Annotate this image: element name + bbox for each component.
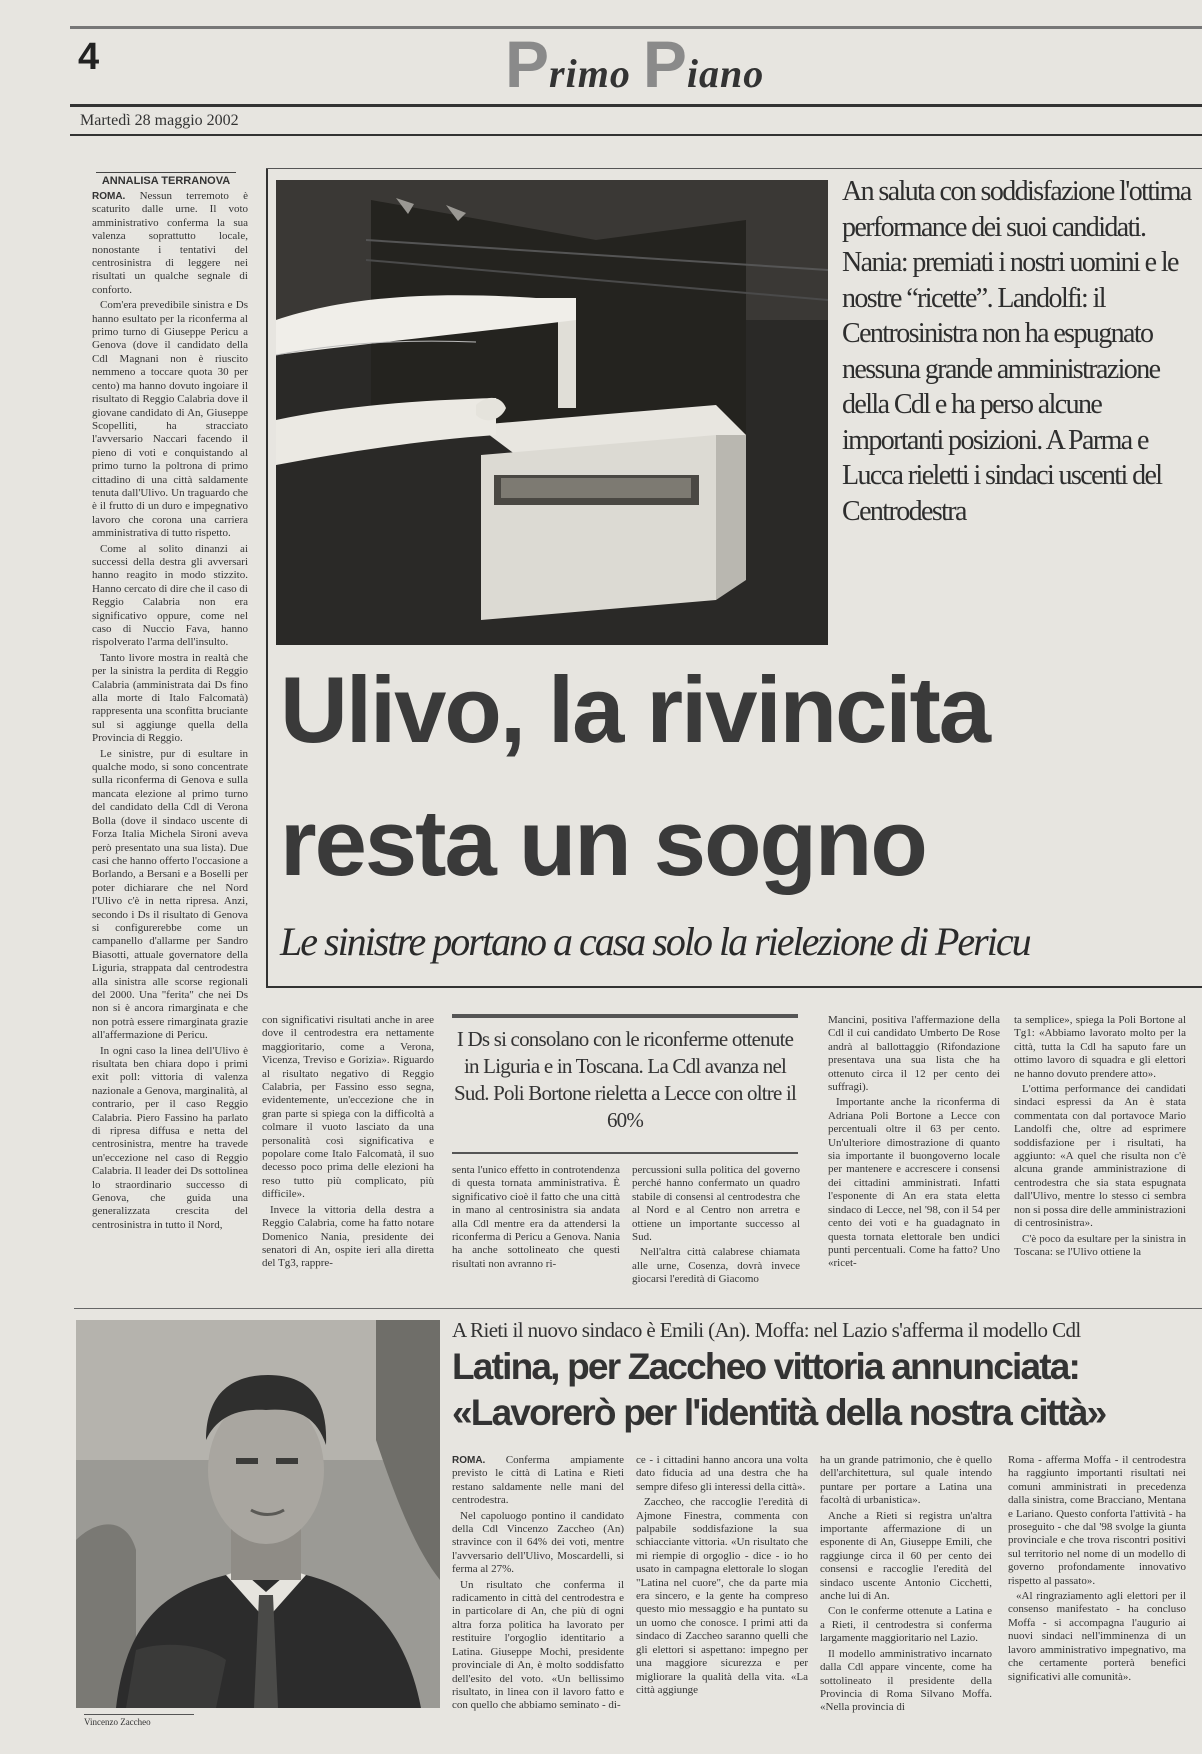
second-kicker: A Rieti il nuovo sindaco è Emili (An). Moffa: nel Lazio s'afferma il modello Cdl (452, 1318, 1081, 1342)
section-initial-1: P (505, 27, 550, 101)
lead-col5-p1: Mancini, positiva l'affermazione della Cdl il cui candidato Umberto De Rose andrà al ballottaggio (Rifondazione presentava una sua lista che ha ottenuto circa il 12 per cento dei suffragi). (828, 1014, 1000, 1094)
photo-caption: Vincenzo Zaccheo (84, 1714, 194, 1727)
lead-article-column-3 (452, 1164, 620, 1294)
headline-line-1: Ulivo, la rivincita (280, 657, 990, 762)
lead-article-column-5 (828, 1014, 1000, 1294)
header-rule-1 (70, 104, 1202, 107)
lead-col5-p2: Importante anche la riconferma di Adriana Poli Bortone a Lecce con percentuali oltre il 63 per cento. Un'ulteriore dimostrazione di quanto sia importante il buongoverno locale per mantenere e accrescere i consensi dei cittadini amministrati. Infatti l'esponente di An era stata eletta sindaco di Lecce, nel '98, con il 54 per cento dei voti e ha guadagnato in questa tornata elettorale ben undici punti percentuali. Come ha fatto? Uno «ricet- (828, 1096, 1000, 1270)
lead-col6-p2: L'ottima performance dei candidati sindaci espressi da An è stata commentata con dal portavoce Mario Landolfi che, oltre ad esprimere soddisfazione per i risultati, ha aggiunto: «A quel che risulta non c'è alcuna grande amministrazione di centrodestra che sia stata espugnata dall'Ulivo, mentre lo stesso ci sembra non si possa dire delle amministrazioni di centrosinistra». (1014, 1083, 1186, 1230)
byline: ANNALISA TERRANOVA (96, 172, 236, 187)
second-col2-p1: ce - i cittadini hanno ancora una volta dato fiducia ad una destra che ha sempre difeso gli interessi della città». (636, 1454, 808, 1493)
lead-frame-left (266, 168, 268, 988)
lead-col4-p2: Nell'altra città calabrese chiamata alle urne, Cosenza, dovrà invece giocarsi l'eredità di Giacomo (632, 1246, 800, 1286)
section-word-2: iano (686, 51, 765, 96)
section-word-1: rimo (549, 51, 631, 96)
second-article-top-rule (74, 1308, 1202, 1309)
second-col3-p3: Con le conferme ottenute a Latina e a Rieti, il centrodestra si conferma largamente maggioritario nel Lazio. (820, 1605, 992, 1645)
pullquote-bottom-rule (452, 1152, 798, 1154)
lead-col4-p1: percussioni sulla politica del governo perché hanno confermato un quadro stabile di consensi al centrodestra che al Nord e al Centro non arretra e ottiene un importante successo al Sud. (632, 1164, 800, 1244)
pullquote-top-rule (452, 1014, 798, 1018)
second-col3-p1: ha un grande patrimonio, che è quello dell'architettura, sul quale intendo puntare per portare a Latina una facoltà di urbanistica». (820, 1454, 992, 1507)
header-top-rule (70, 26, 1202, 29)
second-col1-p2: Nel capoluogo pontino il candidato della Cdl Vincenzo Zaccheo (An) stravince con il 64% dei voti, mentre l'avversario dell'Ulivo, Moscardelli, si ferma al 27%. (452, 1509, 624, 1576)
lead-col6-p1: ta semplice», spiega la Poli Bortone al Tg1: «Abbiamo lavorato molto per la città, tutta la Cdl ha saputo fare un ottimo lavoro di squadra e gli elettori ne hanno dovuto prendere atto». (1014, 1014, 1186, 1080)
second-col1-p1: Conferma ampiamente previsto le città di Latina e Rieti restano saldamente nelle mani del centrodestra. (452, 1454, 624, 1507)
header-rule-2 (70, 134, 1202, 136)
second-col4-p2: «Al ringraziamento agli elettori per il consenso manifestato - ha concluso Moffa - si accompagna l'augurio ai nuovi sindaci nell'imminenza di un lavoro amministrativo impegnativo, ma che certamente porterà benefici significativi alle comunità». (1008, 1590, 1186, 1683)
section-title (505, 27, 765, 101)
second-article-column-1 (452, 1454, 624, 1730)
lead-dateline: ROMA. (92, 191, 126, 202)
lead-col1-p6: In ogni caso la linea dell'Ulivo è risultata ben chiara dopo i primi exit poll: vittoria di valenza nazionale a Genova, marginalità, al contrario, per il caso Reggio Calabria. Piero Fassino ha parlato di ripresa diffusa e netta del centrosinistra, mentre ha travede un'eccezione nel caso di Reggio Calabria. Il leader dei Ds sottolinea lo straordinario successo di Genova, che guida una generalizzata crescita del centrosinistra in tutto il Nord, (92, 1044, 248, 1231)
lead-col1-p3: Come al solito dinanzi ai successi della destra gli avversari hanno reagito in modo stizzito. Hanno cercato di dire che il caso di Reggio Calabria non era significativo oppure, come nel caso di Nuccio Fava, hanno rispolverato l'arma dell'insulto. (92, 542, 248, 649)
deck-text: An saluta con soddisfazione l'ottima performance dei suoi candidati. Nania: premiati i nostri uomini e le nostre “ricette”. Landolfi: il Centrosinistra non ha espugnato nessuna grande amministrazione della Cdl e ha perso alcune importanti posizioni. A Parma e Lucca rieletti i sindaci uscenti del Centrodestra (842, 176, 1191, 527)
lead-article-column-4 (632, 1164, 800, 1294)
headline-line-2: resta un sogno (280, 790, 926, 895)
lead-col3-p1: senta l'unico effetto in controtendenza di questa tornata amministrativa. È significativo cioè il fatto che una città in mano al centrosinistra sia andata alla Cdl mentre era da attendersi la riconferma di Pericu a Genova. Nania ha anche sottolineato che questi risultati non avranno ri- (452, 1164, 620, 1270)
lead-article-column-1 (92, 190, 248, 1292)
lead-col2-p1: con significativi risultati anche in aree dove il centrodestra era nettamente maggioritario, come a Verona, Vicenza, Treviso e Gorizia». Riguardo al risultato negativo di Reggio Calabria, per Fassino esso segna, evidentemente, un'eccezione che in gran parte si spiega con la difficoltà a colmare il vuoto lasciato da una personalità così significativa e popolare come Italo Falcomatà, il suo decesso poco prima delle elezioni ha reso tutto più complicato, più difficile». (262, 1014, 434, 1201)
pullquote: I Ds si consolano con le riconferme ottenute in Liguria e in Toscana. La Cdl avanza nel Sud. Poli Bortone rieletta a Lecce con oltre il 60% (453, 1027, 797, 1132)
second-col3-p2: Anche a Rieti si registra un'altra importante affermazione di un esponente di An, Giuseppe Emili, che raggiunge circa il 60 per cento dei consensi e raccoglie l'eredità del sindaco uscente Antonio Cicchetti, anche lui di An. (820, 1509, 992, 1603)
ballot-box-illustration (276, 180, 828, 645)
section-initial-2: P (642, 27, 687, 101)
lead-col1-p1: Nessun terremoto è scaturito dalle urne. Il voto amministrativo conferma la sua valenza soprattutto locale, nonostante i tentativi del centrosinistra di leggere nei risultati un qualche segnale di conforto. (92, 190, 248, 296)
second-dateline: ROMA. (452, 1455, 486, 1466)
lead-col1-p2: Com'era prevedibile sinistra e Ds hanno esultato per la riconferma al primo turno di Giuseppe Pericu a Genova (dove il candidato della Cdl Magnani non è riuscito nemmeno a toccare quota 30 per cento) ma hanno dovuto ingoiare il risultato di Reggio Calabria dove il giovane candidato di An, Giuseppe Scopelliti, ha stracciato l'avversario Naccari facendo il pieno di voti e conquistando al primo turno la poltrona di primo cittadino di una città saldamente tenuta dall'Ulivo. Un traguardo che è il frutto di un duro e impegnativo lavoro che corona una carriera amministrativa di tutto rispetto. (92, 299, 248, 540)
lead-frame-top (266, 168, 1202, 169)
second-col3-p4: Il modello amministrativo incarnato dalla Cdl appare vincente, come ha sottolineato il presidente della Provincia di Roma Silvano Moffa. «Nella provincia di (820, 1647, 992, 1714)
second-headline-line-2: «Lavorerò per l'identità della nostra città» (452, 1392, 1106, 1433)
lead-col1-p4: Tanto livore mostra in realtà che per la sinistra la perdita di Reggio Calabria (amministrata dai Ds fino alla morte di Italo Falcomatà) rappresenta una sconfitta bruciante sul si aggiunge quella della Provincia di Reggio. (92, 651, 248, 745)
lead-article-column-2 (262, 1014, 434, 1294)
second-article-column-2 (636, 1454, 808, 1730)
second-col2-p2: Zaccheo, che raccoglie l'eredità di Ajmone Finestra, commenta con palpabile soddisfazione la sua schiacciante vittoria. «Un risultato che mi riempie di orgoglio - dice - io ho usato in campagna elettorale lo slogan "Latina nel cuore", che da parte mia era sincero, e la gente ha compreso questo mio messaggio e ha puntato su un uomo che conosce. I primi atti da sindaco di Zaccheo saranno quelli che gli elettori si aspettano: impegno per una maggiore sicurezza e per migliorare la qualità della vita. «La città aggiunge (636, 1496, 808, 1696)
lead-col2-p2: Invece la vittoria della destra a Reggio Calabria, come ha fatto notare Domenico Nania, presidente dei senatori di An, ospite ieri alla diretta del Tg3, rappre- (262, 1203, 434, 1270)
second-headline-line-1: Latina, per Zaccheo vittoria annunciata: (452, 1346, 1080, 1387)
lead-col1-p5: Le sinistre, pur di esultare in qualche modo, si sono concentrate sulla riconferma di Genova e sulla mancata elezione al primo turno del candidato della Cdl di Verona Bolla (dove il sindaco uscente di Forza Italia Michela Sironi aveva però presentato una sua lista). Due casi che hanno offerto l'occasione a Borlando, a Bersani e a Boselli per poter dichiarare che nel Nord l'Ulivo c'è in netta ripresa. Anzi, secondo i Ds il risultato di Genova si configurerebbe come un campanello d'allarme per Sandro Biasotti, attuale governatore della Liguria, strappata dal centrodestra alla sinistra alle scorse regionali del 2000. Una "ferita" che nei Ds non si è ancora rimarginata e che non potrà essere rimarginata grazie all'affermazione di Pericu. (92, 747, 248, 1042)
second-article-column-3 (820, 1454, 992, 1730)
issue-date: Martedì 28 maggio 2002 (80, 112, 239, 129)
second-col4-p1: Roma - afferma Moffa - il centrodestra ha raggiunto importanti risultati nei comuni amministrati in precedenza dalla sinistra, come Bracciano, Mentana e Lariano. Questo conforta l'attività - ha proseguito - che dal '98 svolge la giunta provinciale e che trova riscontri positivi sul territorio nel nome di un modello di governo profondamente innovativo rispetto al passato». (1008, 1454, 1186, 1587)
subheadline: Le sinistre portano a casa solo la rielezione di Pericu (280, 919, 1030, 964)
zaccheo-portrait (76, 1320, 440, 1708)
second-article-column-4 (1008, 1454, 1186, 1730)
lead-col6-p3: C'è poco da esultare per la sinistra in Toscana: se l'Ulivo ottiene la (1014, 1232, 1186, 1258)
page-number: 4 (78, 36, 100, 78)
portrait-illustration (76, 1320, 440, 1708)
ballot-box-photo (276, 180, 828, 645)
lead-article-column-6 (1014, 1014, 1186, 1294)
lead-frame-bottom (266, 986, 1202, 988)
second-col1-p3: Un risultato che conferma il radicamento in città del centrodestra e in particolare di An, che più di ogni altra forza politica ha lavorato per restituire l'orgoglio identitario a Latina. Giuseppe Mochi, presidente provinciale di An, è molto soddisfatto dell'esito del voto. «Un bellissimo risultato, in linea con il lavoro fatto e con quello che abbiamo seminato - di- (452, 1578, 624, 1712)
